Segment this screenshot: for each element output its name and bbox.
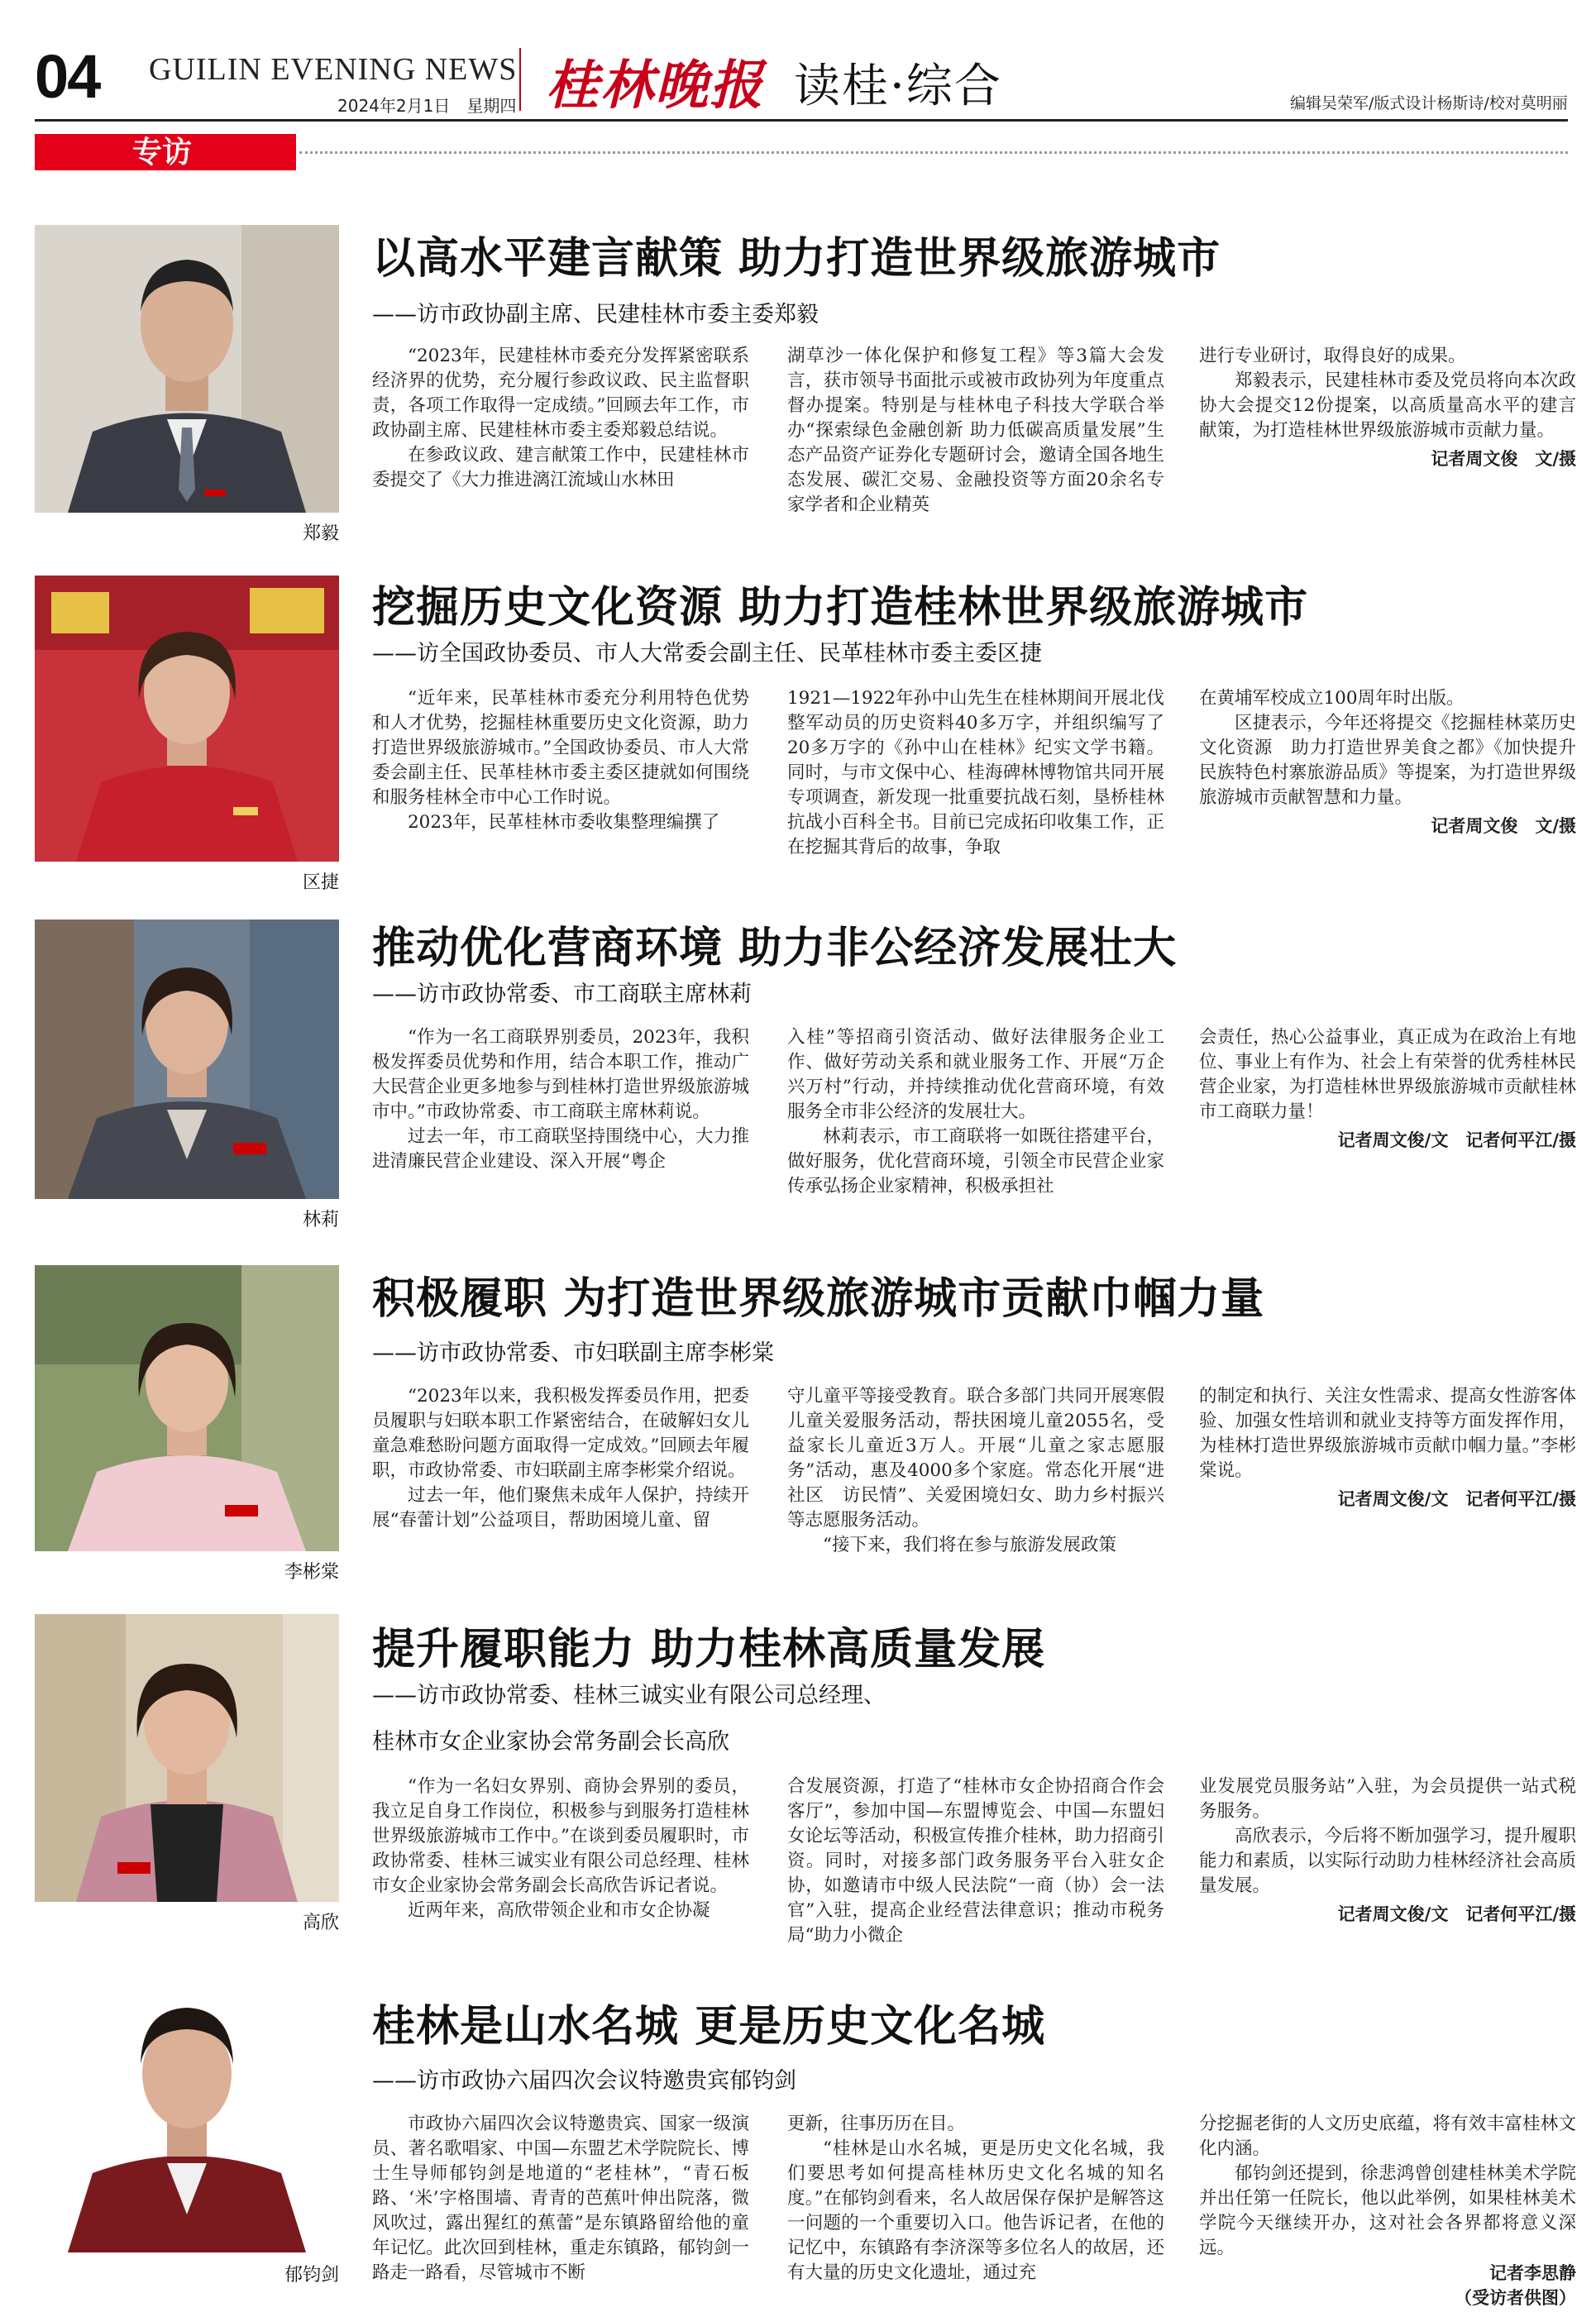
paragraph: 分挖掘老街的人文历史底蕴，将有效丰富桂林文化内涵。 [1199, 2114, 1576, 2159]
article-column [372, 1025, 749, 1174]
paragraph: 高欣表示，今后将不断加强学习，提升履职能力和素质，以实际行动助力桂林经济社会高质量发展。 [1199, 1826, 1576, 1896]
photo-caption: 郁钧剑 [284, 2265, 339, 2286]
photo-caption: 李彬棠 [284, 1562, 339, 1583]
article-column [1199, 686, 1576, 838]
portrait-photo [35, 576, 339, 862]
paragraph: 郁钧剑还提到，徐悲鸿曾创建桂林美术学院并出任第一任院长，他以此举例，如果桂林美术学院今天继续开办，这对社会各界都将意义深远。 [1199, 2163, 1576, 2258]
article-column [372, 1775, 749, 1923]
paragraph: 区捷表示，今年还将提交《挖掘桂林菜历史文化资源 助力打造世界美食之都》《加快提升民族特色村寨旅游品质》等提案，为打造世界级旅游城市贡献智慧和力量。 [1199, 713, 1576, 808]
paragraph: 合发展资源，打造了“桂林市女企协招商合作会客厅”，参加中国—东盟博览会、中国—东盟妇女论坛等活动，积极宣传推介桂林，助力招商引资。同时，对接多部门政务服务平台入驻女企协，如邀请市中级人民法院“一商（协）会一法官”入驻，提高企业经营法律意识；推动市税务局“助力小微企 [787, 1776, 1164, 1946]
paragraph: 市政协六届四次会议特邀贵宾、国家一级演员、著名歌唱家、中国—东盟艺术学院院长、博士生导师郁钧剑是地道的“老桂林”，“青石板路、‘米’字格围墙、青青的芭蕉叶伸出院落，微风吹过，露出猩红的蕉蕾”是东镇路留给他的童年记忆。此次回到桂林，重走东镇路，郁钧剑一路走一路看，尽管城市不断 [372, 2114, 749, 2283]
paragraph: 更新，往事历历在目。 [787, 2114, 966, 2134]
portrait-photo [35, 920, 339, 1199]
article-headline: 提升履职能力 助力桂林高质量发展 [372, 1625, 1046, 1674]
paragraph: “接下来，我们将在参与旅游发展政策 [823, 1535, 1116, 1555]
article-subhead: ——访市政协常委、市妇联副主席李彬棠 [372, 1340, 774, 1366]
portrait-photo [35, 1614, 339, 1902]
article-column [1199, 1384, 1576, 1512]
header-divider [519, 48, 521, 111]
article-subhead: ——访市政协常委、市工商联主席林莉 [372, 982, 752, 1007]
paragraph: 郑毅表示，民建桂林市委及党员将向本次政协大会提交12份提案，以高质量高水平的建言献策，为打造桂林世界级旅游城市贡献力量。 [1199, 370, 1576, 441]
article-subhead: ——访市政协副主席、民建桂林市委主委郑毅 [372, 302, 819, 327]
paragraph: 会责任，热心公益事业，真正成为在政治上有地位、事业上有作为、社会上有荣誉的优秀桂林民营企业家，为打造桂林世界级旅游城市贡献桂林市工商联力量！ [1199, 1027, 1576, 1122]
dotted-rule [299, 151, 1568, 154]
photo-caption: 郑毅 [302, 523, 339, 544]
article-column [1199, 1025, 1576, 1153]
article-column [1199, 344, 1576, 471]
issue-date: 2024年2月1日 星期四 [337, 96, 517, 116]
article-column [787, 1384, 1164, 1558]
editor-credits: 编辑吴荣军/版式设计杨斯诗/校对莫明丽 [1290, 94, 1568, 112]
paper-logo: 桂林晚报 [546, 55, 764, 117]
article-subhead: ——访市政协六届四次会议特邀贵宾郁钧剑 [372, 2068, 796, 2094]
section-title: 读桂·综合 [794, 60, 1002, 113]
paragraph: 2023年，民革桂林市委收集整理编撰了 [408, 812, 720, 833]
article-column [787, 1025, 1164, 1199]
paragraph: “近年来，民革桂林市委充分利用特色优势和人才优势，挖掘桂林重要历史文化资源，助力打造世界级旅游城市。”全国政协委员、市人大常委会副主任、民革桂林市委主委区捷就如何围绕和服务桂林全市中心工作时说。 [372, 688, 749, 808]
portrait-photo [35, 225, 339, 513]
article-headline: 积极履职 为打造世界级旅游城市贡献巾帼力量 [372, 1274, 1265, 1324]
article-column [1199, 1775, 1576, 1927]
article-subhead: ——访全国政协委员、市人大常委会副主任、民革桂林市委主委区捷 [372, 641, 1042, 666]
paragraph: “作为一名工商联界别委员，2023年，我积极发挥委员优势和作用，结合本职工作，推动广大民营企业更多地参与到桂林打造世界级旅游城市中。”市政协常委、市工商联主席林莉说。 [372, 1027, 749, 1122]
article-headline: 桂林是山水名城 更是历史文化名城 [372, 2002, 1046, 2052]
article-column [1199, 2112, 1576, 2310]
article-column [787, 344, 1164, 518]
paragraph: 进行专业研讨，取得良好的成果。 [1199, 346, 1466, 366]
paragraph: 湖草沙一体化保护和修复工程》等3篇大会发言，获市领导书面批示或被市政协列为年度重点督办提案。特别是与桂林电子科技大学联合举办“探索绿色金融创新 助力低碳高质量发展”生态产品资产证券化专题研讨会，邀请全国各地生态发展、碳汇交易、金融投资等方面20余名专家学者和企业精英 [787, 346, 1164, 515]
article-column [787, 1775, 1164, 1948]
article-headline: 挖掘历史文化资源 助力打造桂林世界级旅游城市 [372, 583, 1309, 633]
article-subhead: ——访市政协常委、桂林三诚实业有限公司总经理、 [372, 1683, 886, 1708]
article-column [787, 686, 1164, 860]
reporter-credit: 记者周文俊 文/摄 [1431, 816, 1576, 836]
paragraph: 守儿童平等接受教育。联合多部门共同开展寒假儿童关爱服务活动，帮扶困境儿童2055名，受益家长儿童近3万人。开展“儿童之家志愿服务”活动，惠及4000多个家庭。常态化开展“进社区 访民情”、关爱困境妇女、助力乡村振兴等志愿服务活动。 [787, 1386, 1164, 1531]
article-column [372, 1384, 749, 1533]
page-number: 04 [35, 42, 100, 111]
paragraph: 过去一年，他们聚焦未成年人保护，持续开展“春蕾计划”公益项目，帮助困境儿童、留 [372, 1485, 749, 1531]
reporter-credit: 记者周文俊/文 记者何平江/摄 [1337, 1489, 1576, 1509]
article-column [787, 2112, 1164, 2286]
reporter-credit: 记者李思静 [1489, 2263, 1576, 2283]
reporter-credit: 记者周文俊/文 记者何平江/摄 [1337, 1904, 1576, 1924]
reporter-credit: 记者周文俊/文 记者何平江/摄 [1337, 1130, 1576, 1150]
column-tag: 专访 [35, 134, 296, 170]
article-column [372, 344, 749, 493]
paragraph: 过去一年，市工商联坚持围绕中心，大力推进清廉民营企业建设、深入开展“粤企 [372, 1126, 749, 1172]
paragraph: “2023年，民建桂林市委充分发挥紧密联系经济界的优势，充分履行参政议政、民主监督职责，各项工作取得一定成绩。”回顾去年工作，市政协副主席、民建桂林市委主委郑毅总结说。 [372, 346, 749, 441]
article-column [372, 686, 749, 835]
paragraph: “2023年以来，我积极发挥委员作用，把委员履职与妇联本职工作紧密结合，在破解妇女儿童急难愁盼问题方面取得一定成效。”回顾去年履职，市政协常委、市妇联副主席李彬棠介绍说。 [372, 1386, 749, 1481]
reporter-credit: 记者周文俊 文/摄 [1431, 449, 1576, 469]
photo-source-credit: （受访者供图） [1455, 2288, 1576, 2308]
portrait-photo [35, 1265, 339, 1551]
paragraph: “作为一名妇女界别、商协会界别的委员，我立足自身工作岗位，积极参与到服务打造桂林世界级旅游城市工作中。”在谈到委员履职时，市政协常委、桂林三诚实业有限公司总经理、桂林市女企业家协会常务副会长高欣告诉记者说。 [372, 1776, 749, 1896]
photo-caption: 区捷 [302, 872, 339, 893]
paragraph: 在黄埔军校成立100周年时出版。 [1199, 688, 1465, 709]
paragraph: 近两年来，高欣带领企业和市女企协凝 [408, 1900, 710, 1921]
paper-name-english: GUILIN EVENING NEWS [149, 52, 518, 87]
article-headline: 以高水平建言献策 助力打造世界级旅游城市 [372, 234, 1221, 284]
article-subhead-line2: 桂林市女企业家协会常务副会长高欣 [372, 1729, 729, 1755]
paragraph: 1921—1922年孙中山先生在桂林期间开展北伐整军动员的历史资料40多万字，并组织编写了20多万字的《孙中山在桂林》纪实文学书籍。同时，与市文保中心、桂海碑林博物馆共同开展专项调查，新发现一批重要抗战石刻，垦桥桂林抗战小百科全书。目前已完成拓印收集工作，正在挖掘其背后的故事，争取 [787, 688, 1164, 857]
article-column [372, 2112, 749, 2286]
paragraph: 林莉表示，市工商联将一如既往搭建平台，做好服务，优化营商环境，引领全市民营企业家传承弘扬企业家精神，积极承担社 [787, 1126, 1164, 1197]
photo-caption: 林莉 [302, 1210, 339, 1230]
portrait-photo [35, 1966, 339, 2252]
paragraph: 业发展党员服务站”入驻，为会员提供一站式税务服务。 [1199, 1776, 1576, 1822]
paragraph: 入桂”等招商引资活动、做好法律服务企业工作、做好劳动关系和就业服务工作、开展“万企兴万村”行动，并持续推动优化营商环境，有效服务全市非公经济的发展壮大。 [787, 1027, 1164, 1122]
photo-caption: 高欣 [302, 1913, 339, 1933]
article-headline: 推动优化营商环境 助力非公经济发展壮大 [372, 924, 1178, 973]
paragraph: 在参政议政、建言献策工作中，民建桂林市委提交了《大力推进漓江流域山水林田 [372, 445, 749, 490]
paragraph: “桂林是山水名城，更是历史文化名城，我们要思考如何提高桂林历史文化名城的知名度。”在郁钧剑看来，名人故居保存保护是解答这一问题的一个重要切入口。他告诉记者，在他的记忆中，东镇路有李济深等多位名人的故居，还有大量的历史文化遗址，通过充 [787, 2138, 1164, 2283]
header-rule [35, 119, 1568, 122]
paragraph: 的制定和执行、关注女性需求、提高女性游客体验、加强女性培训和就业支持等方面发挥作用，为桂林打造世界级旅游城市贡献巾帼力量。”李彬棠说。 [1199, 1386, 1576, 1481]
